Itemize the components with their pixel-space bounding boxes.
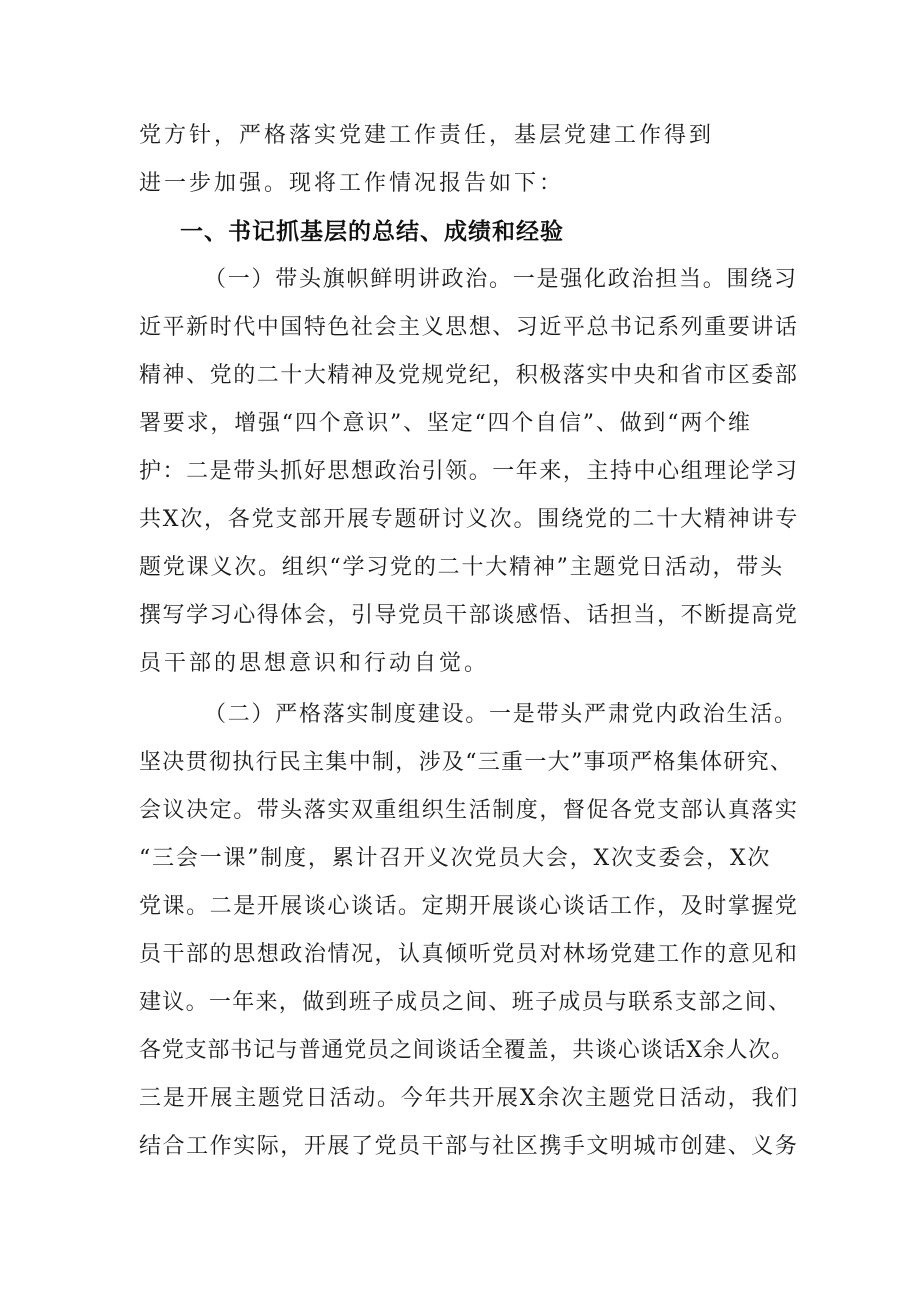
- text-line: 各党支部书记与普通党员之间谈话全覆盖，共谈心谈话X余人次。: [139, 1038, 794, 1063]
- text-line: 结合工作实际，开展了党员干部与社区携手文明城市创建、义务: [139, 1134, 799, 1159]
- text-line: 近平新时代中国特色社会主义思想、习近平总书记系列重要讲话: [139, 315, 799, 340]
- paragraph-start: （二）严格落实制度建设。一是带头严肃党内政治生活。: [204, 702, 798, 727]
- text-line: 精神、党的二十大精神及党规党纪，积极落实中央和省市区委部: [139, 363, 799, 388]
- text-line: 共X次，各党支部开展专题研讨义次。围绕党的二十大精神讲专: [139, 507, 800, 532]
- text-line: 护：二是带头抓好思想政治引领。一年来，主持中心组理论学习: [139, 459, 799, 484]
- text-line: 员干部的思想政治情况，认真倾听党员对林场党建工作的意见和: [139, 942, 799, 967]
- text-line: 撰写学习心得体会，引导党员干部谈感悟、话担当，不断提高党: [139, 603, 799, 628]
- section-heading: 一、书记抓基层的总结、成绩和经验: [180, 219, 564, 245]
- text-line: 建议。一年来，做到班子成员之间、班子成员与联系支部之间、: [139, 990, 792, 1015]
- text-line: 会议决定。带头落实双重组织生活制度，督促各党支部认真落实: [139, 798, 799, 823]
- text-line: 三是开展主题党日活动。今年共开展X余次主题党日活动，我们: [139, 1086, 800, 1111]
- text-line: 党方针，严格落实党建工作责任，基层党建工作得到: [139, 123, 715, 148]
- text-line: 题党课义次。组织“学习党的二十大精神”主题党日活动，带头: [139, 555, 784, 580]
- text-line: 坚决贯彻执行民主集中制，涉及“三重一大”事项严格集体研究、: [139, 750, 794, 775]
- text-line: 员干部的思想意识和行动自觉。: [139, 651, 490, 676]
- text-line: “三会一课”制度，累计召开义次党员大会，X次支委会，X次: [139, 846, 772, 871]
- text-line: 党课。二是开展谈心谈话。定期开展谈心谈话工作，及时掌握党: [139, 894, 799, 919]
- paragraph-start: （一）带头旗帜鲜明讲政治。一是强化政治担当。围绕习: [204, 267, 798, 292]
- text-line: 进一步加强。现将工作情况报告如下：: [139, 171, 565, 196]
- text-line: 署要求，增强“四个意识”、坚定“四个自信”、做到“两个维: [139, 411, 752, 436]
